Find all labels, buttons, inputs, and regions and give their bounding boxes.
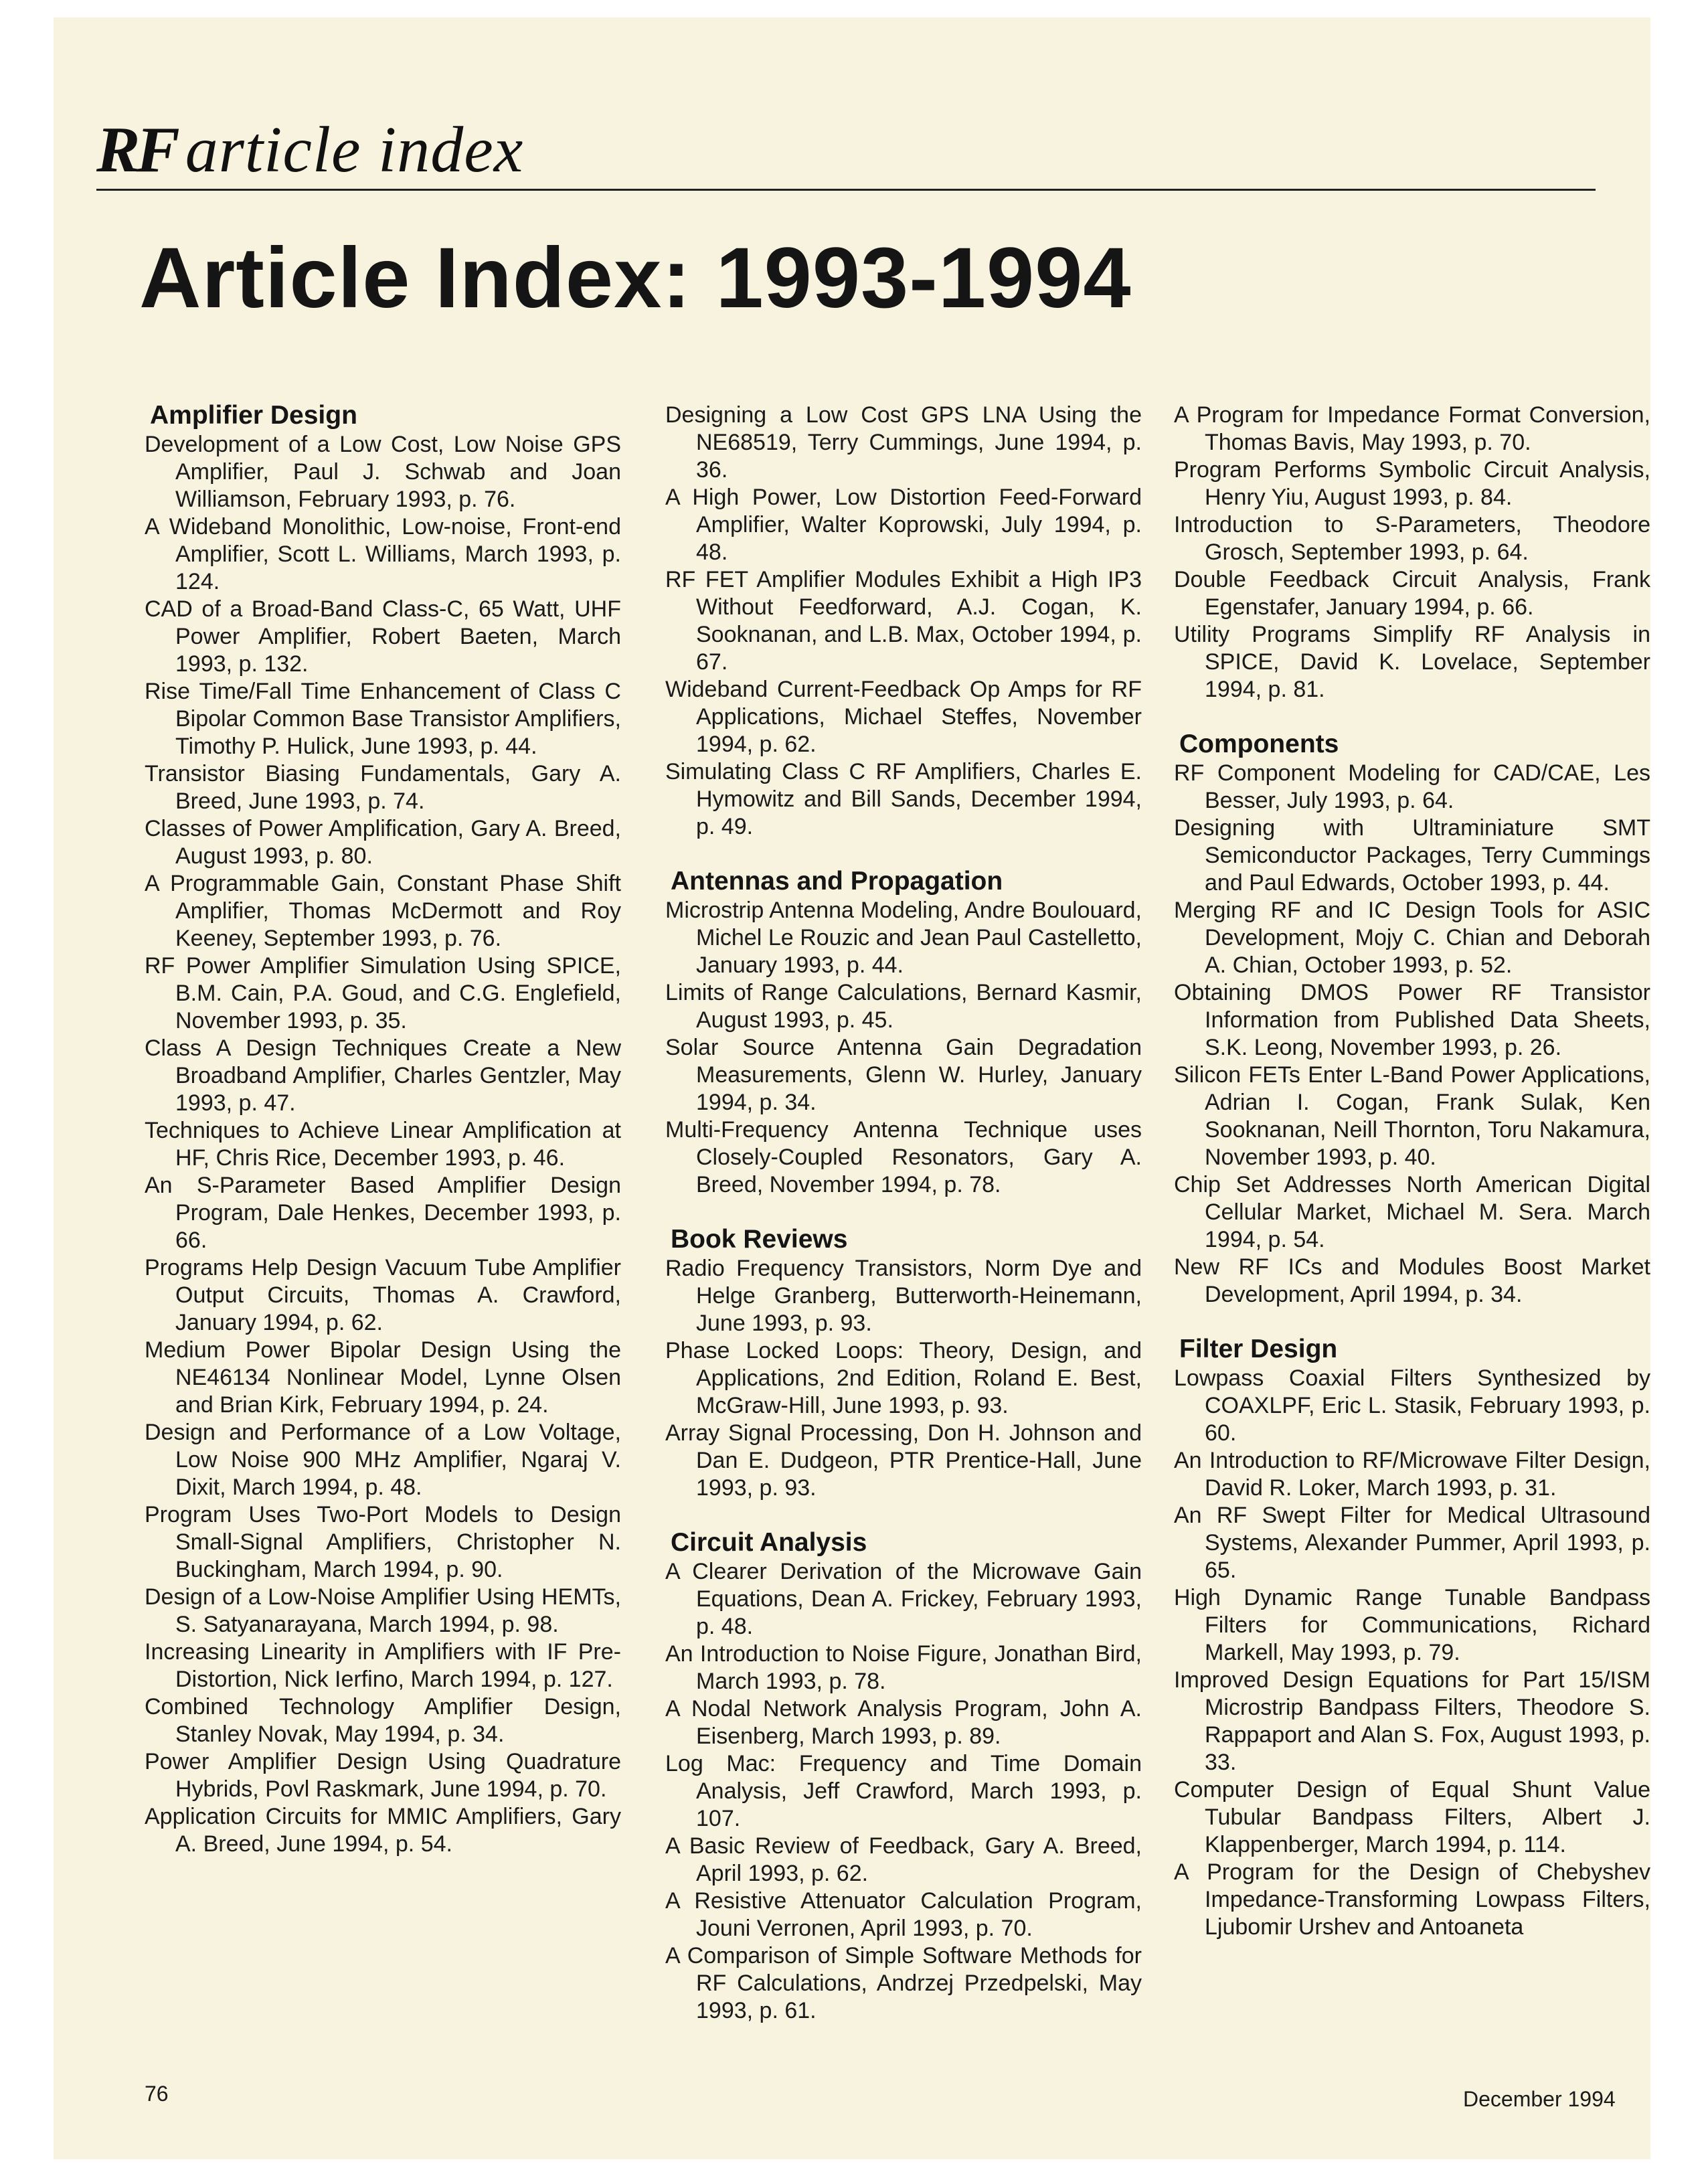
section-gap — [665, 841, 1142, 867]
entry-list — [665, 897, 1142, 1199]
article-entry: Utility Programs Simplify RF Analysis in SPICE, David K. Lovelace, September 1994, p. 81. — [1174, 622, 1650, 702]
article-entry: A Program for Impedance Format Conversion, Thomas Bavis, May 1993, p. 70. — [1174, 402, 1650, 455]
entry-list — [665, 402, 1142, 841]
article-entry: Program Performs Symbolic Circuit Analysis, Henry Yiu, August 1993, p. 84. — [1174, 457, 1650, 510]
article-entry: An Introduction to Noise Figure, Jonathan Bird, March 1993, p. 78. — [665, 1641, 1142, 1694]
entry-list — [145, 431, 621, 1858]
article-entry: Silicon FETs Enter L-Band Power Applications, Adrian I. Cogan, Frank Sulak, Ken Sooknanan, Neill Thornton, Toru Nakamura, November 1993, p. 40. — [1174, 1062, 1650, 1170]
article-entry: Simulating Class C RF Amplifiers, Charles E. Hymowitz and Bill Sands, December 1994, p. 49. — [665, 759, 1142, 839]
column-1 — [145, 402, 621, 1858]
article-entry: Microstrip Antenna Modeling, Andre Boulouard, Michel Le Rouzic and Jean Paul Castelletto, January 1993, p. 44. — [665, 898, 1142, 978]
article-entry: Medium Power Bipolar Design Using the NE46134 Nonlinear Model, Lynne Olsen and Brian Kirk, February 1994, p. 24. — [145, 1337, 621, 1418]
article-entry: Wideband Current-Feedback Op Amps for RF Applications, Michael Steffes, November 1994, p. 62. — [665, 677, 1142, 757]
article-entry: Phase Locked Loops: Theory, Design, and Applications, 2nd Edition, Roland E. Best, McGraw-Hill, June 1993, p. 93. — [665, 1338, 1142, 1418]
article-entry: A Programmable Gain, Constant Phase Shift Amplifier, Thomas McDermott and Roy Keeney, September 1993, p. 76. — [145, 871, 621, 951]
article-entry: Solar Source Antenna Gain Degradation Measurements, Glenn W. Hurley, January 1994, p. 34. — [665, 1035, 1142, 1115]
article-entry: A Clearer Derivation of the Microwave Gain Equations, Dean A. Frickey, February 1993, p. 48. — [665, 1559, 1142, 1639]
article-entry: Transistor Biasing Fundamentals, Gary A. Breed, June 1993, p. 74. — [145, 761, 621, 814]
article-entry: A High Power, Low Distortion Feed-Forward Amplifier, Walter Koprowski, July 1994, p. 48. — [665, 485, 1142, 565]
article-entry: Introduction to S-Parameters, Theodore Grosch, September 1993, p. 64. — [1174, 512, 1650, 565]
article-entry: Increasing Linearity in Amplifiers with IF Pre-Distortion, Nick Ierfino, March 1994, p. 127. — [145, 1639, 621, 1692]
section-gap — [665, 1199, 1142, 1226]
article-entry: An Introduction to RF/Microwave Filter Design, David R. Loker, March 1993, p. 31. — [1174, 1448, 1650, 1501]
article-entry: An S-Parameter Based Amplifier Design Program, Dale Henkes, December 1993, p. 66. — [145, 1173, 621, 1253]
article-entry: High Dynamic Range Tunable Bandpass Filters for Communications, Richard Markell, May 1993, p. 79. — [1174, 1585, 1650, 1665]
article-entry: Array Signal Processing, Don H. Johnson and Dan E. Dudgeon, PTR Prentice-Hall, June 1993, p. 93. — [665, 1420, 1142, 1501]
article-entry: A Comparison of Simple Software Methods for RF Calculations, Andrzej Przedpelski, May 1993, p. 61. — [665, 1943, 1142, 2023]
section-gap — [665, 1502, 1142, 1529]
article-entry: Improved Design Equations for Part 15/ISM Microstrip Bandpass Filters, Theodore S. Rappaport and Alan S. Fox, August 1993, p. 33. — [1174, 1667, 1650, 1775]
article-entry: Computer Design of Equal Shunt Value Tubular Bandpass Filters, Albert J. Klappenberger, March 1994, p. 114. — [1174, 1777, 1650, 1857]
category-heading: Antennas and Propagation — [671, 867, 1003, 896]
section-gap — [1174, 1309, 1650, 1335]
header-rule — [96, 189, 1596, 191]
article-entry: Limits of Range Calculations, Bernard Kasmir, August 1993, p. 45. — [665, 980, 1142, 1033]
page-number: 76 — [145, 2082, 169, 2106]
article-entry: Development of a Low Cost, Low Noise GPS Amplifier, Paul J. Schwab and Joan Williamson, February 1993, p. 76. — [145, 432, 621, 512]
category-heading: Filter Design — [1179, 1335, 1338, 1363]
entry-list — [1174, 760, 1650, 1309]
issue-date: December 1994 — [1463, 2087, 1616, 2111]
article-entry: CAD of a Broad-Band Class-C, 65 Watt, UHF Power Amplifier, Robert Baeten, March 1993, p. 132. — [145, 596, 621, 677]
article-entry: New RF ICs and Modules Boost Market Development, April 1994, p. 34. — [1174, 1254, 1650, 1307]
article-entry: Merging RF and IC Design Tools for ASIC Development, Mojy C. Chian and Deborah A. Chian, October 1993, p. 52. — [1174, 898, 1650, 978]
article-entry: Class A Design Techniques Create a New Broadband Amplifier, Charles Gentzler, May 1993, p. 47. — [145, 1035, 621, 1116]
category-heading: Amplifier Design — [150, 401, 357, 430]
page-header — [96, 112, 523, 187]
entry-list — [665, 1255, 1142, 1502]
page-title: Article Index: 1993-1994 — [139, 230, 1132, 326]
article-entry: A Wideband Monolithic, Low-noise, Front-end Amplifier, Scott L. Williams, March 1993, p. 124. — [145, 514, 621, 594]
article-entry: Obtaining DMOS Power RF Transistor Information from Published Data Sheets, S.K. Leong, November 1993, p. 26. — [1174, 980, 1650, 1060]
category-heading: Book Reviews — [671, 1225, 848, 1254]
article-entry: Program Uses Two-Port Models to Design Small-Signal Amplifiers, Christopher N. Buckingham, March 1994, p. 90. — [145, 1502, 621, 1582]
article-entry: Chip Set Addresses North American Digital Cellular Market, Michael M. Sera. March 1994, p. 54. — [1174, 1172, 1650, 1252]
article-entry: Multi-Frequency Antenna Technique uses Closely-Coupled Resonators, Gary A. Breed, November 1994, p. 78. — [665, 1117, 1142, 1197]
article-entry: Designing with Ultraminiature SMT Semiconductor Packages, Terry Cummings and Paul Edwards, October 1993, p. 44. — [1174, 815, 1650, 896]
entry-list — [1174, 402, 1650, 703]
column-3 — [1174, 402, 1650, 1941]
article-entry: Classes of Power Amplification, Gary A. Breed, August 1993, p. 80. — [145, 816, 621, 869]
entry-list — [1174, 1365, 1650, 1941]
article-entry: RF Component Modeling for CAD/CAE, Les Besser, July 1993, p. 64. — [1174, 760, 1650, 813]
entry-list — [665, 1558, 1142, 2025]
article-entry: Designing a Low Cost GPS LNA Using the NE68519, Terry Cummings, June 1994, p. 36. — [665, 402, 1142, 483]
article-entry: A Program for the Design of Chebyshev Impedance-Transforming Lowpass Filters, Ljubomir Urshev and Antoaneta — [1174, 1859, 1650, 1940]
article-entry: A Resistive Attenuator Calculation Program, Jouni Verronen, April 1993, p. 70. — [665, 1888, 1142, 1941]
section-gap — [1174, 703, 1650, 730]
article-entry: An RF Swept Filter for Medical Ultrasound Systems, Alexander Pummer, April 1993, p. 65. — [1174, 1503, 1650, 1583]
article-entry: Application Circuits for MMIC Amplifiers, Gary A. Breed, June 1994, p. 54. — [145, 1804, 621, 1857]
category-heading: Circuit Analysis — [671, 1528, 867, 1557]
article-entry: RF FET Amplifier Modules Exhibit a High IP3 Without Feedforward, A.J. Cogan, K. Sooknanan, and L.B. Max, October 1994, p. 67. — [665, 567, 1142, 675]
article-entry: Double Feedback Circuit Analysis, Frank Egenstafer, January 1994, p. 66. — [1174, 567, 1650, 620]
article-entry: Combined Technology Amplifier Design, Stanley Novak, May 1994, p. 34. — [145, 1694, 621, 1747]
rf-logo: RF — [96, 114, 176, 186]
category-heading: Components — [1179, 730, 1339, 758]
section-title: article index — [185, 114, 524, 186]
article-entry: A Nodal Network Analysis Program, John A. Eisenberg, March 1993, p. 89. — [665, 1696, 1142, 1749]
article-entry: Programs Help Design Vacuum Tube Amplifier Output Circuits, Thomas A. Crawford, January 1994, p. 62. — [145, 1255, 621, 1335]
article-entry: A Basic Review of Feedback, Gary A. Breed, April 1993, p. 62. — [665, 1833, 1142, 1886]
article-entry: Rise Time/Fall Time Enhancement of Class C Bipolar Common Base Transistor Amplifiers, Timothy P. Hulick, June 1993, p. 44. — [145, 679, 621, 759]
article-entry: Radio Frequency Transistors, Norm Dye and Helge Granberg, Butterworth-Heinemann, June 1993, p. 93. — [665, 1256, 1142, 1336]
article-entry: Power Amplifier Design Using Quadrature Hybrids, Povl Raskmark, June 1994, p. 70. — [145, 1749, 621, 1802]
article-entry: Design of a Low-Noise Amplifier Using HEMTs, S. Satyanarayana, March 1994, p. 98. — [145, 1584, 621, 1637]
column-2 — [665, 402, 1142, 2025]
article-entry: Lowpass Coaxial Filters Synthesized by COAXLPF, Eric L. Stasik, February 1993, p. 60. — [1174, 1365, 1650, 1446]
article-entry: Design and Performance of a Low Voltage, Low Noise 900 MHz Amplifier, Ngaraj V. Dixit, March 1994, p. 48. — [145, 1420, 621, 1500]
article-entry: Log Mac: Frequency and Time Domain Analysis, Jeff Crawford, March 1993, p. 107. — [665, 1751, 1142, 1831]
article-entry: Techniques to Achieve Linear Amplification at HF, Chris Rice, December 1993, p. 46. — [145, 1118, 621, 1171]
article-entry: RF Power Amplifier Simulation Using SPICE, B.M. Cain, P.A. Goud, and C.G. Englefield, November 1993, p. 35. — [145, 953, 621, 1033]
